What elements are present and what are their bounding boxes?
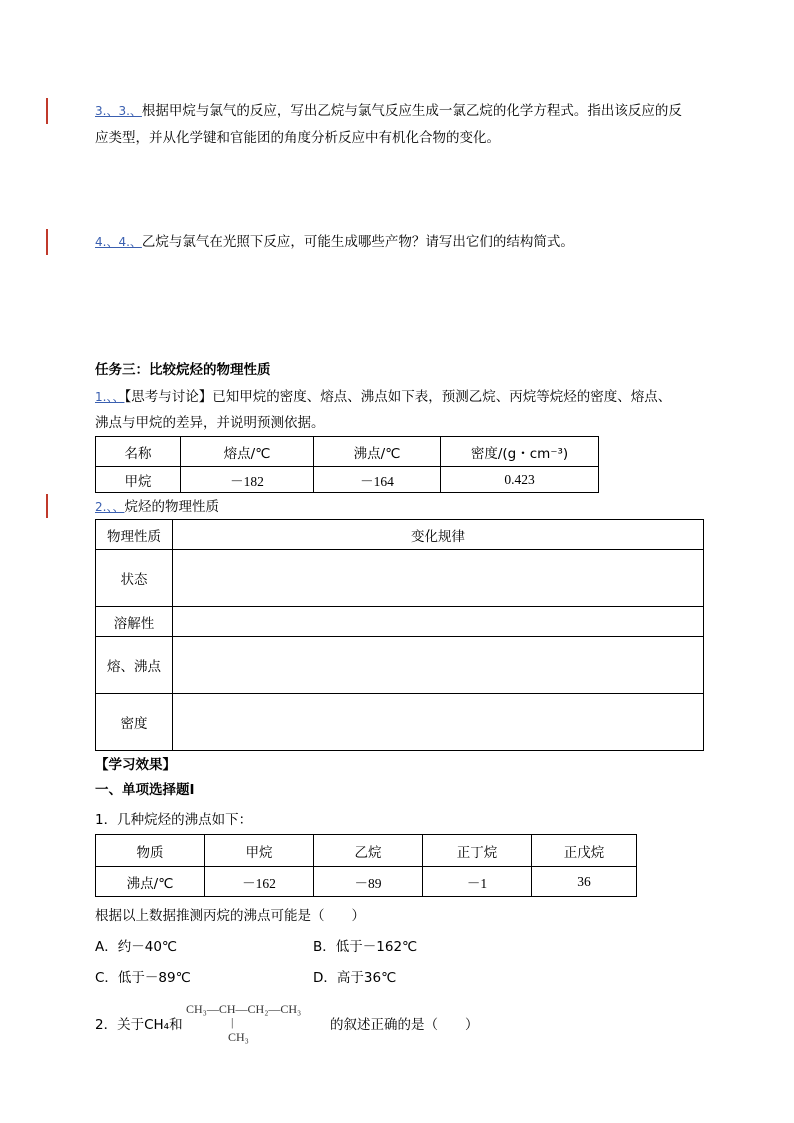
question-2-suffix: 的叙述正确的是（ ） xyxy=(330,1017,479,1033)
option-d: D．高于36℃ xyxy=(313,970,397,986)
structural-formula-bond: | xyxy=(231,1015,234,1029)
boiling-point-table: 物质 甲烷 乙烷 正丁烷 正戊烷 沸点/℃ －162 －89 －1 36 xyxy=(95,834,637,897)
option-a: A．约－40℃ xyxy=(95,939,178,955)
task-3-title: 任务三：比较烷烃的物理性质 xyxy=(95,362,271,378)
question-3-line-2: 应类型，并从化学键和官能团的角度分析反应中有机化合物的变化。 xyxy=(95,130,500,146)
structural-formula-main-chain: CH₃—CH—CH₂—CH₃ xyxy=(186,1002,302,1016)
revision-bar xyxy=(46,229,48,255)
blank-cell xyxy=(173,550,704,607)
revision-bar xyxy=(46,494,48,518)
question-1-question: 根据以上数据推测丙烷的沸点可能是（ ） xyxy=(95,908,365,924)
option-c: C．低于－89℃ xyxy=(95,970,191,986)
blank-cell xyxy=(173,607,704,637)
list-marker: 2.、、 xyxy=(95,500,125,514)
option-b: B．低于－162℃ xyxy=(313,939,418,955)
structural-formula-branch: CH₃ xyxy=(228,1030,249,1044)
revision-bar xyxy=(46,98,48,124)
learning-effect-title: 【学习效果】 xyxy=(95,757,176,773)
question-3-line-1: 3.、3.、根据甲烷与氯气的反应，写出乙烷与氯气反应生成一氯乙烷的化学方程式。指出该反应的反 xyxy=(95,103,682,119)
blank-cell xyxy=(173,637,704,694)
list-marker: 1.、、 xyxy=(95,390,125,404)
section-title: 一、单项选择题Ⅰ xyxy=(95,782,195,798)
list-marker: 3.、3.、 xyxy=(95,104,142,118)
task-3-item-1-line-2: 沸点与甲烷的差异，并说明预测依据。 xyxy=(95,415,325,431)
task-3-item-2: 2.、、烷烃的物理性质 xyxy=(95,499,219,515)
alkane-physical-properties-table: 物理性质 变化规律 状态 溶解性 熔、沸点 密度 xyxy=(95,519,704,751)
question-2-prefix: 2．关于CH₄和 xyxy=(95,1017,183,1033)
methane-properties-table: 名称 熔点/℃ 沸点/℃ 密度/(g・cm⁻³) 甲烷 －182 －164 0.423 xyxy=(95,436,599,493)
task-3-item-1-line-1: 1.、、【思考与讨论】已知甲烷的密度、熔点、沸点如下表，预测乙烷、丙烷等烷烃的密度、熔点、 xyxy=(95,389,672,405)
question-1-stem: 1．几种烷烃的沸点如下： xyxy=(95,812,253,828)
question-4: 4.、4.、乙烷与氯气在光照下反应，可能生成哪些产物？请写出它们的结构简式。 xyxy=(95,234,574,250)
blank-cell xyxy=(173,694,704,751)
list-marker: 4.、4.、 xyxy=(95,235,142,249)
